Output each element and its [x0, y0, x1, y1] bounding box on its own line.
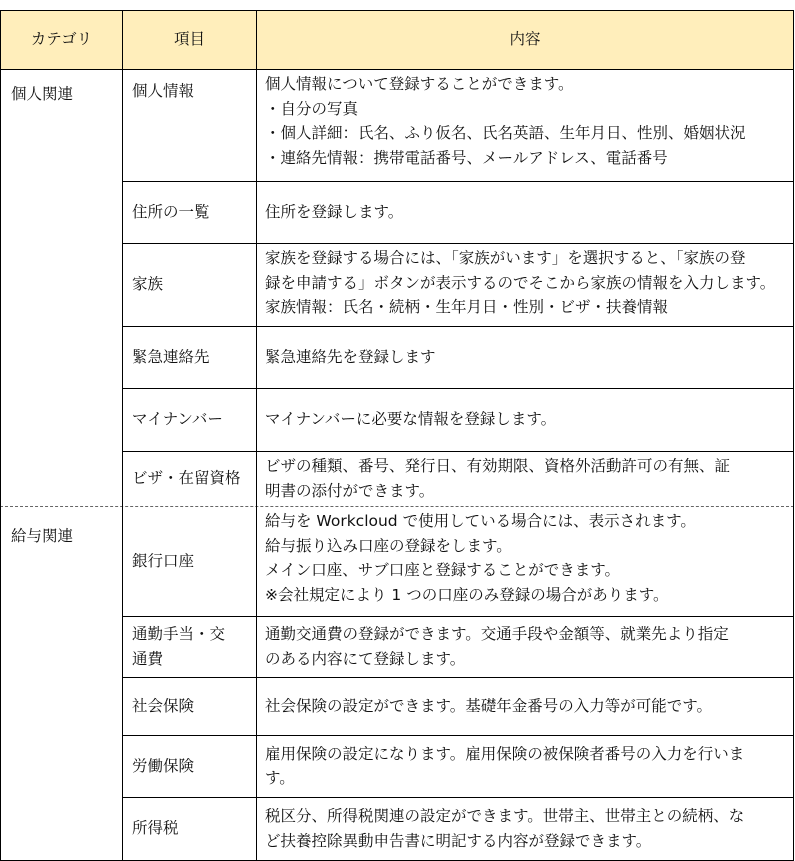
item-cell	[123, 345, 256, 370]
item-label: マイナンバー	[132, 410, 223, 429]
content-line: 税区分、所得税関連の設定ができます。世帯主、世帯主との続柄、な	[265, 807, 745, 825]
content-line: マイナンバーに必要な情報を登録します。	[265, 410, 557, 429]
content-line: ど扶養控除異動申告書に明記する内容が登録できます。	[265, 831, 652, 850]
content-line: 給与を Workcloud で使用している場合には、表示されます。	[265, 512, 696, 530]
content-line: 給与振り込み口座の登録をします。	[265, 536, 512, 555]
content-cell	[257, 622, 793, 671]
content-cell	[257, 454, 793, 503]
item-cell	[123, 272, 256, 297]
item-label: ビザ・在留資格	[132, 469, 241, 488]
content-cell	[257, 509, 793, 607]
item-label: 家族	[132, 275, 164, 294]
content-line: 通勤交通費の登録ができます。交通手段や金額等、就業先より指定	[265, 625, 729, 643]
content-line: 家族情報：氏名・続柄・生年月日・性別・ビザ・扶養情報	[265, 298, 669, 316]
item-cell	[123, 622, 256, 671]
item-cell	[123, 816, 256, 841]
content-line: 社会保険の設定ができます。基礎年金番号の入力等が可能です。	[265, 696, 713, 715]
content-line: のある内容にて登録します。	[265, 649, 466, 668]
content-cell	[257, 72, 793, 170]
content-line: ビザの種類、番号、発行日、有効期限、資格外活動許可の有無、証	[265, 457, 731, 475]
content-line: 住所を登録します。	[265, 202, 404, 221]
content-line: ・自分の写真	[265, 99, 359, 118]
item-label: 所得税	[132, 819, 179, 838]
category-personal: 個人関連	[11, 85, 74, 103]
item-label: 住所の一覧	[132, 202, 210, 221]
item-label: 通勤手当・交	[132, 625, 226, 643]
content-line: ※会社規定により 1 つの口座のみ登録の場合があります。	[265, 585, 669, 604]
item-cell	[123, 200, 256, 225]
item-label: 通費	[132, 649, 164, 668]
item-cell	[123, 549, 256, 574]
content-cell	[257, 694, 793, 719]
category-salary: 給与関連	[11, 527, 74, 545]
item-label: 労働保険	[132, 756, 195, 775]
content-line: 家族を登録する場合には、「家族がいます」を選択すると、「家族の登	[265, 249, 746, 267]
content-line: メイン口座、サブ口座と登録することができます。	[265, 561, 620, 579]
item-cell	[123, 694, 256, 719]
header-category: カテゴリ	[1, 10, 122, 69]
content-cell	[257, 246, 793, 320]
item-cell	[123, 407, 256, 432]
item-label: 緊急連絡先	[132, 347, 210, 366]
content-line: 個人情報について登録することができます。	[265, 75, 574, 93]
item-label: 個人情報	[132, 82, 195, 100]
content-line: 雇用保険の設定になります。雇用保険の被保険者番号の入力を行いま	[265, 744, 745, 763]
content-line: ・個人詳細：氏名、ふり仮名、氏名英語、生年月日、性別、婚姻状況	[265, 124, 746, 142]
item-label: 社会保険	[132, 696, 195, 715]
header-content: 内容	[257, 10, 793, 69]
content-line: ・連絡先情報：携帯電話番号、メールアドレス、電話番号	[265, 148, 668, 167]
content-cell	[257, 804, 793, 853]
content-line: 緊急連絡先を登録します	[265, 347, 436, 366]
item-cell	[123, 754, 256, 779]
content-cell	[257, 200, 793, 225]
content-cell	[257, 407, 793, 432]
content-line: 明書の添付ができます。	[265, 481, 435, 500]
item-cell	[123, 79, 256, 104]
item-label: 銀行口座	[132, 551, 195, 570]
item-cell	[123, 466, 256, 491]
content-line: す。	[265, 769, 295, 787]
content-cell	[257, 345, 793, 370]
content-line: 録を申請する」ボタンが表示するのでそこから家族の情報を入力します。	[265, 273, 776, 292]
content-cell	[257, 742, 793, 791]
header-item: 項目	[123, 10, 256, 69]
